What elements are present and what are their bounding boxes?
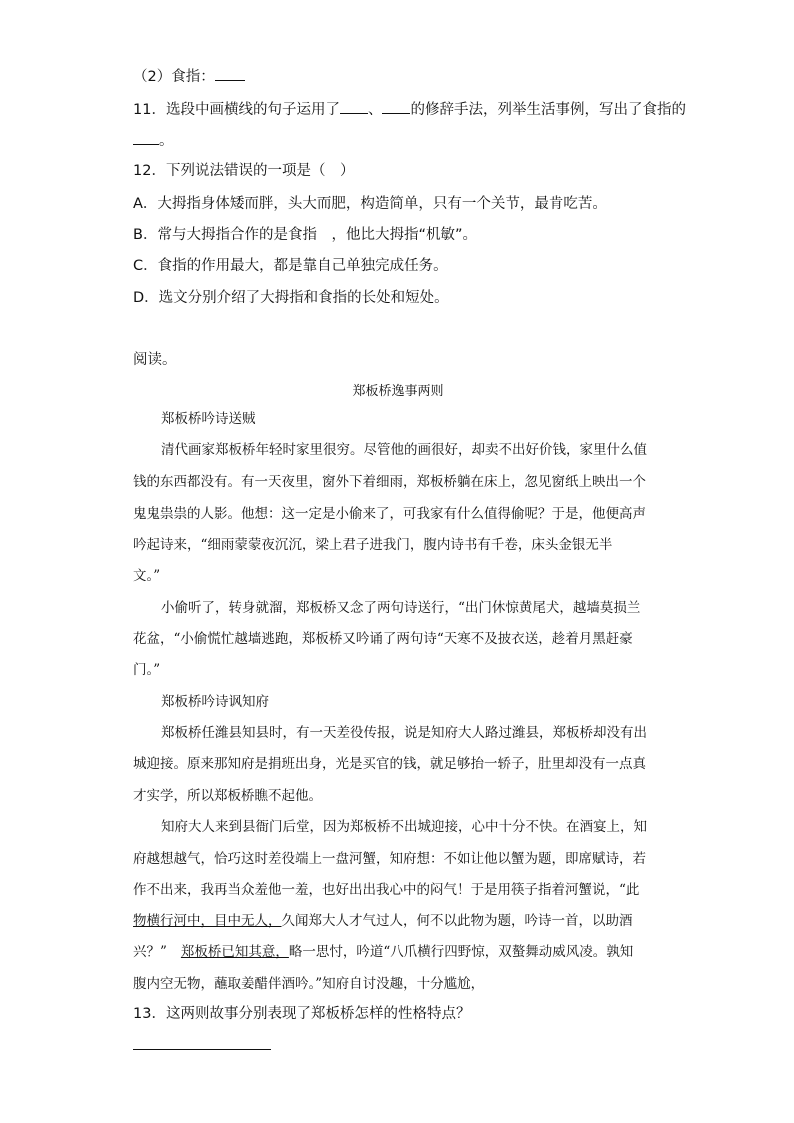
underlined-sentence: 物横行河中，目中无人， <box>133 913 282 929</box>
story2-p2-line: 作不出来，我再当众羞他一羞，也好出出我心中的闷气！于是用筷子指着河蟹说，“此 <box>133 882 640 898</box>
option-c[interactable]: C．食指的作用最大，都是靠自己单独完成任务。 <box>133 258 448 274</box>
story2-last-line: 腹内空无物，蘸取姜醋伴酒吟。”知府自讨没趣，十分尴尬， <box>133 976 485 992</box>
option-b[interactable]: B．常与大拇指合作的是食指 ，他比大拇指“机敏”。 <box>133 227 477 243</box>
story1-p2-line: 小偷听了，转身就溜，郑板桥又念了两句诗送行，“出门休惊黄尾犬，越墙莫损兰 <box>161 600 641 616</box>
story2-underlined-line <box>133 911 633 931</box>
story1-line: 清代画家郑板桥年轻时家里很穷。尽管他的画很好，却卖不出好价钱，家里什么值 <box>161 442 647 458</box>
story2-title: 郑板桥吟诗讽知府 <box>161 694 269 710</box>
story1-line: 鬼鬼祟祟的人影。他想：这一定是小偷来了，可我家有什么值得偷呢？于是，他便高声 <box>133 506 646 522</box>
option-a[interactable]: A．大拇指身体矮而胖，头大而肥，构造简单，只有一个关节，最肯吃苦。 <box>133 196 607 212</box>
underlined-sentence: 郑板桥已知其意， <box>180 944 289 960</box>
option-d[interactable]: D．选文分别介绍了大拇指和食指的长处和短处。 <box>133 290 449 306</box>
passage-body <box>133 0 663 1000</box>
story2-underlined-line-2 <box>133 942 633 962</box>
sentence-start: 兴？” <box>133 944 167 960</box>
q11-text-c: 的修辞手法，列举生活事例，写出了食指的 <box>410 102 686 118</box>
question-12-stem: 12．下列说法错误的一项是（ ） <box>133 163 355 179</box>
story1-line: 文。” <box>133 568 161 584</box>
q11-text-b: 、 <box>367 102 383 118</box>
story1-title: 郑板桥吟诗送贼 <box>161 411 256 427</box>
story1-p2-line: 门。” <box>133 662 161 678</box>
question-13-stem: 13．这两则故事分别表现了郑板桥怎样的性格特点？ <box>133 1006 471 1022</box>
q11-text-a: 11．选段中画横线的句子运用了 <box>133 102 340 118</box>
q11-end: 。 <box>159 133 174 149</box>
sentence-rest: 久闻郑大人才气过人，何不以此物为题，吟诗一首，以助酒 <box>281 913 633 929</box>
story2-line: 城迎接。原来那知府是捐班出身，光是买官的钱，就足够抬一轿子，肚里却没有一点真 <box>133 756 646 772</box>
story2-line: 才实学，所以郑板桥瞧不起他。 <box>133 788 322 804</box>
story1-p2-line: 花盆，“小偷慌忙越墙逃跑，郑板桥又吟诵了两句诗“天寒不及披衣送，趁着月黑赶豪 <box>133 631 633 647</box>
story2-p2-line: 府越想越气，恰巧这时差役端上一盘河蟹，知府想：不如让他以蟹为题，即席赋诗，若 <box>133 851 646 867</box>
story1-line: 钱的东西都没有。有一天夜里，窗外下着细雨，郑板桥躺在床上，忽见窗纸上映出一个 <box>133 474 646 490</box>
answer-line[interactable] <box>133 1049 271 1050</box>
reading-label: 阅读。 <box>133 352 177 368</box>
sentence-rest: 略一思忖，吟道“八爪横行四野惊，双螯舞动威风凌。孰知 <box>288 944 634 960</box>
q10-2-label: （2）食指： <box>133 69 215 85</box>
story2-p2-line: 知府大人来到县衙门后堂，因为郑板桥不出城迎接，心中十分不快。在酒宴上，知 <box>161 819 647 835</box>
story1-line: 吟起诗来，“细雨蒙蒙夜沉沉，梁上君子进我门，腹内诗书有千卷，床头金银无半 <box>133 537 613 553</box>
passage-title: 郑板桥逸事两则 <box>352 384 444 399</box>
story2-line: 郑板桥任潍县知县时，有一天差役传报，说是知府大人路过潍县，郑板桥却没有出 <box>161 725 647 741</box>
